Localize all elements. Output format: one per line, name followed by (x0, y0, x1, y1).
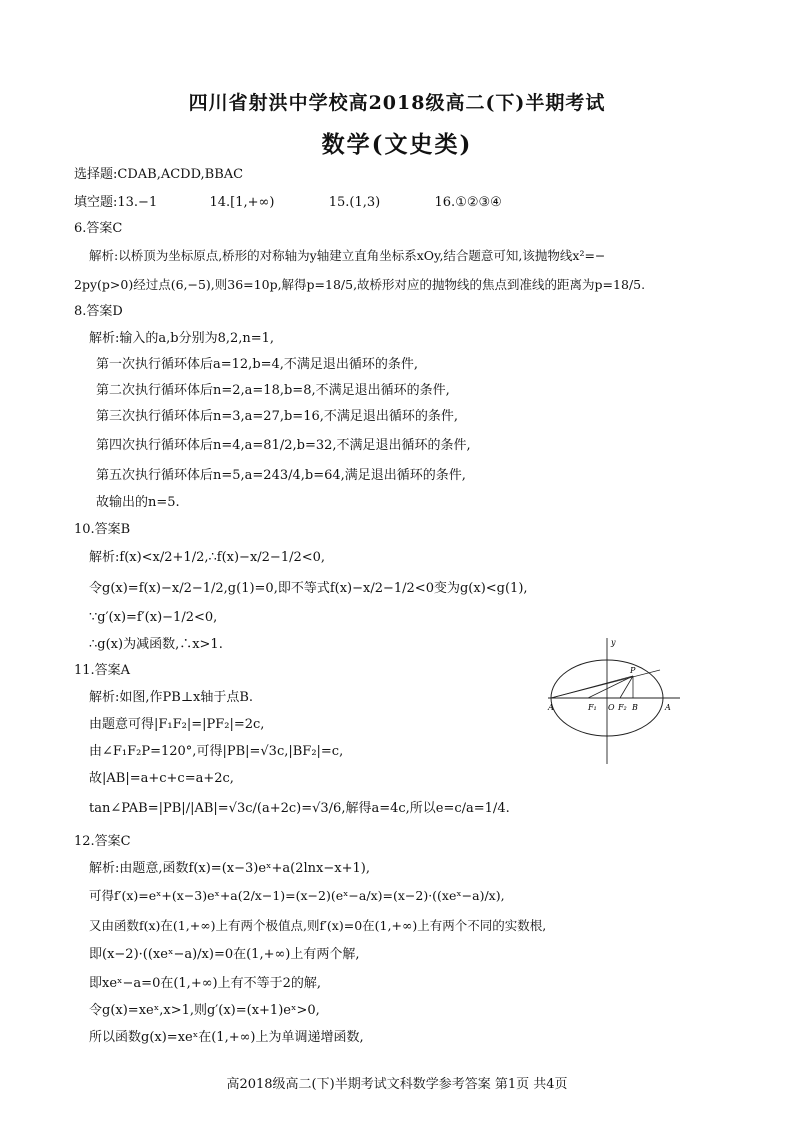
q11-line: tan∠PAB=|PB|/|AB|=√3c/(a+2c)=√3/6,解得a=4c,所以e=c/a=1/4. (89, 801, 510, 816)
q8-line: 解析:输入的a,b分别为8,2,n=1, (89, 331, 275, 346)
fig-label-y: y (611, 638, 616, 647)
q11-line: 由题意可得|F₁F₂|=|PF₂|=2c, (89, 717, 265, 732)
q12-line: 可得f′(x)=eˣ+(x−3)eˣ+a(2/x−1)=(x−2)(eˣ−a/x)=(x−2)·((xeˣ−a)/x), (89, 888, 505, 903)
q8-heading: 8.答案D (74, 304, 123, 319)
fig-label-a1: A (548, 703, 554, 712)
q11-line: 解析:如图,作PB⊥x轴于点B. (89, 690, 254, 705)
q10-line: ∵g′(x)=f′(x)−1/2<0, (89, 610, 218, 625)
q12-line: 又由函数f(x)在(1,+∞)上有两个极值点,则f′(x)=0在(1,+∞)上有两个不同的实数根, (89, 918, 547, 933)
q6-heading: 6.答案C (74, 221, 123, 236)
fill-16: 16.①②③④ (434, 195, 502, 210)
q6-line-1: 解析:以桥顶为坐标原点,桥形的对称轴为y轴建立直角坐标系xOy,结合题意可知,该抛物线x²=− (89, 248, 606, 263)
q8-line: 第三次执行循环体后n=3,a=27,b=16,不满足退出循环的条件, (96, 409, 459, 424)
ellipse-figure (540, 636, 690, 766)
fig-label-f1: F₁ (588, 703, 597, 712)
q10-line: ∴g(x)为减函数,∴x>1. (89, 637, 223, 652)
q8-line: 第一次执行循环体后a=12,b=4,不满足退出循环的条件, (96, 357, 419, 372)
fill-14: 14.[1,+∞) (209, 195, 275, 210)
q12-line: 即xeˣ−a=0在(1,+∞)上有不等于2的解, (89, 976, 322, 991)
q10-heading: 10.答案B (74, 522, 131, 537)
page-subtitle: 数学(文史类) (321, 131, 473, 158)
fill-13: 填空题:13.−1 (74, 195, 158, 210)
page-footer: 高2018级高二(下)半期考试文科数学参考答案 第1页 共4页 (226, 1077, 568, 1092)
q8-line: 第四次执行循环体后n=4,a=81/2,b=32,不满足退出循环的条件, (96, 438, 471, 453)
fig-label-o: O (608, 703, 615, 712)
q8-line: 第五次执行循环体后n=5,a=243/4,b=64,满足退出循环的条件, (96, 468, 466, 483)
q10-line: 解析:f(x)<x/2+1/2,∴f(x)−x/2−1/2<0, (89, 550, 326, 565)
q8-line: 故输出的n=5. (96, 495, 180, 510)
q12-line: 所以函数g(x)=xeˣ在(1,+∞)上为单调递增函数, (89, 1030, 364, 1045)
fill-15: 15.(1,3) (328, 195, 381, 210)
q6-line-2: 2py(p>0)经过点(6,−5),则36=10p,解得p=18/5,故桥形对应的抛物线的焦点到准线的距离为p=18/5. (74, 277, 646, 292)
q8-line: 第二次执行循环体后n=2,a=18,b=8,不满足退出循环的条件, (96, 383, 450, 398)
choice-answers: 选择题:CDAB,ACDD,BBAC (74, 167, 244, 182)
q12-heading: 12.答案C (74, 834, 131, 849)
fig-label-b: B (632, 703, 638, 712)
q12-line: 即(x−2)·((xeˣ−a)/x)=0在(1,+∞)上有两个解, (89, 947, 360, 962)
q12-line: 解析:由题意,函数f(x)=(x−3)eˣ+a(2lnx−x+1), (89, 861, 370, 876)
q11-line: 由∠F₁F₂P=120°,可得|PB|=√3c,|BF₂|=c, (89, 744, 344, 759)
fig-label-f2: F₂ (618, 703, 627, 712)
q12-line: 令g(x)=xeˣ,x>1,则g′(x)=(x+1)eˣ>0, (89, 1003, 320, 1018)
fig-label-a2: A (665, 703, 671, 712)
fig-label-p: P (630, 666, 636, 675)
page-title: 四川省射洪中学校高2018级高二(下)半期考试 (188, 92, 606, 114)
q11-heading: 11.答案A (74, 663, 131, 678)
fill-answers (74, 194, 502, 212)
q10-line: 令g(x)=f(x)−x/2−1/2,g(1)=0,即不等式f(x)−x/2−1/2<0变为g(x)<g(1), (89, 581, 528, 596)
q11-line: 故|AB|=a+c+c=a+2c, (89, 771, 234, 786)
